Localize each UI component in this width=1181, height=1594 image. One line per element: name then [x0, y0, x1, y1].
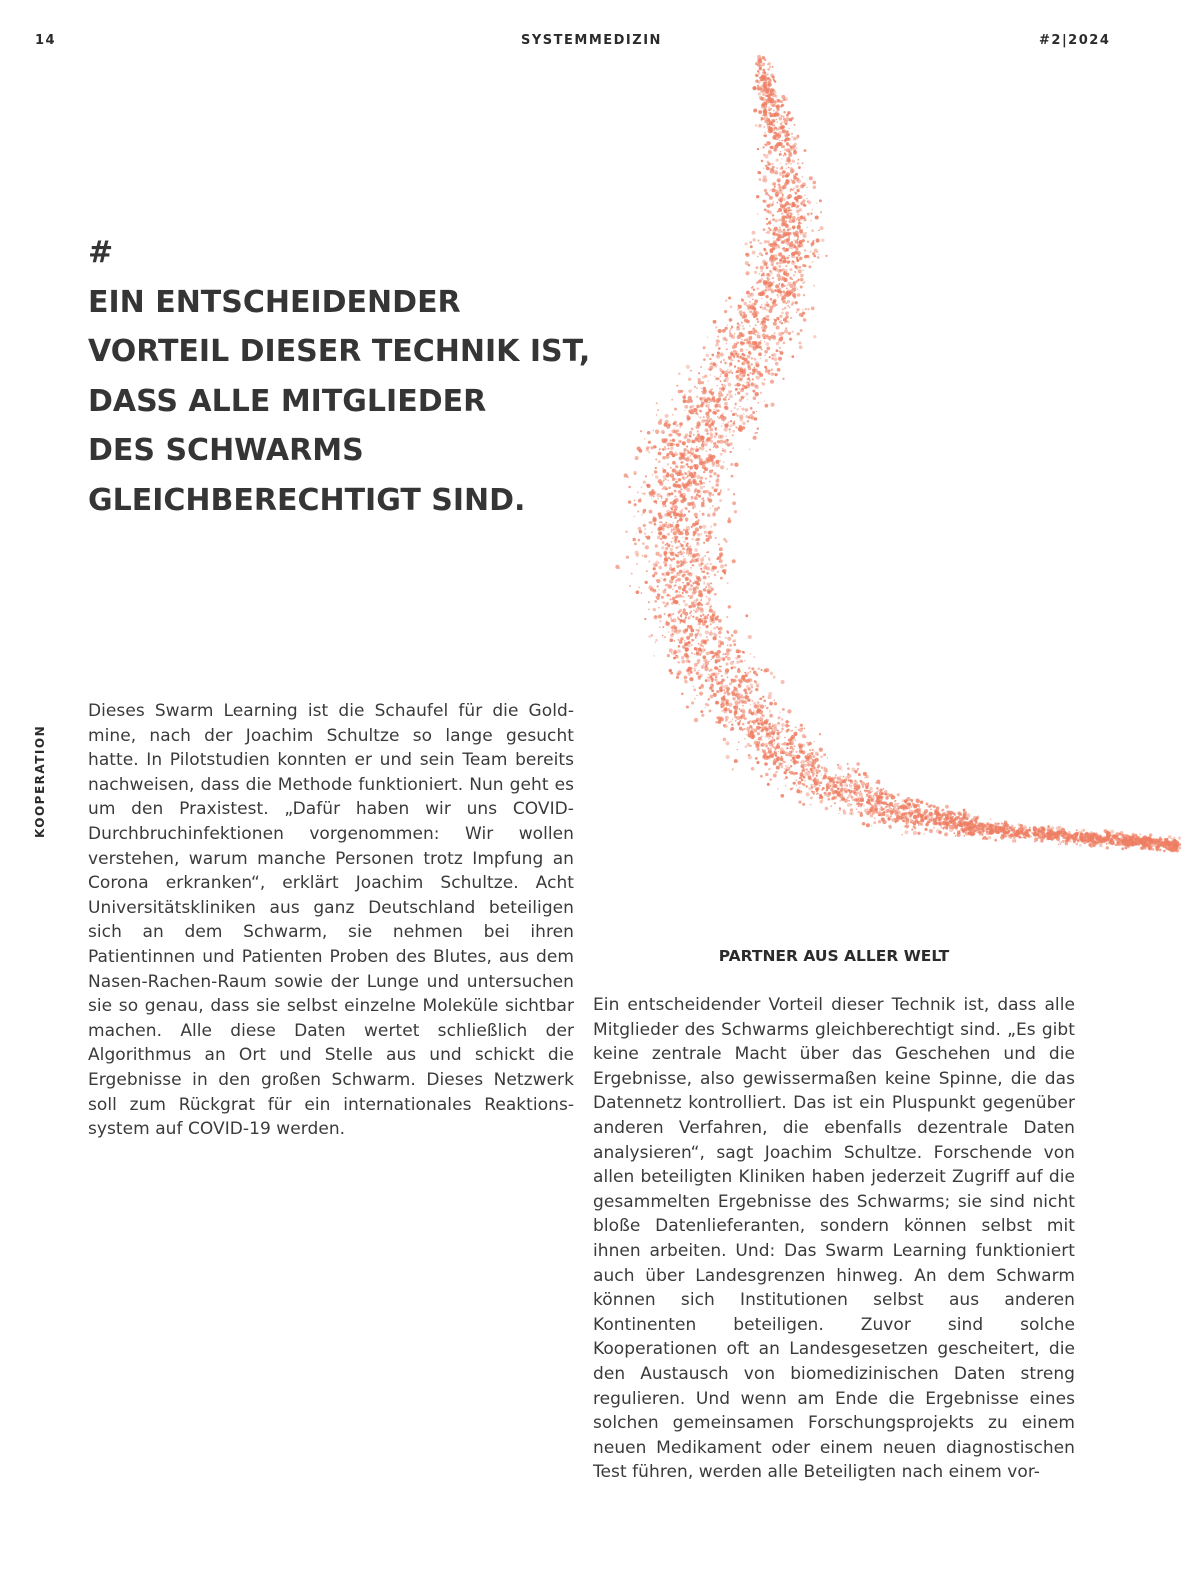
- pull-quote-line: GLEICHBERECHTIGT SIND.: [88, 482, 526, 518]
- pull-quote-line: EIN ENTSCHEIDENDER: [88, 284, 461, 320]
- swarm-particles: [615, 55, 1181, 853]
- article-subheading: PARTNER AUS ALLER WELT: [718, 947, 950, 965]
- article-column-left: Dieses Swarm Learning ist die Schaufel für die Goldmine, nach der Joachim Schultze so lange gesucht hatte. In Pilotstudien konnten er und sein Team bereits nachweisen, dass die Methode funktioniert. Nun geht es um den Praxistest. „Dafür haben wir uns COVID-Durchbruchinfektionen vorgenommen: Wir wollen verstehen, warum manche Personen trotz Impfung an Corona erkranken“, erklärt Joachim Schultze. Acht Universitätskliniken aus ganz Deutschland beteiligen sich an dem Schwarm, sie nehmen bei ihren Patientinnen und Patienten Proben des Blutes, aus dem Nasen-Rachen-Raum sowie der Lunge und untersuchen sie so genau, dass sie selbst einzelne Moleküle sichtbar machen. Alle diese Daten wertet schließlich der Algorithmus an Ort und Stelle aus und schickt die Ergebnisse in den großen Schwarm. Dieses Netzwerk soll zum Rückgrat für ein internationales Reaktionssystem auf COVID-19 werden.: [88, 701, 574, 1140]
- particle-swarm-illustration: [560, 0, 1181, 940]
- section-title: SYSTEMMEDIZIN: [521, 33, 662, 48]
- pull-quote: [88, 228, 608, 525]
- hash-symbol: #: [88, 235, 114, 270]
- section-side-label: KOOPERATION: [33, 724, 47, 838]
- pull-quote-line: DASS ALLE MITGLIEDER: [88, 383, 487, 419]
- article-column-right: Ein entscheidender Vorteil dieser Technik ist, dass alle Mitglieder des Schwarms gleichberechtigt sind. „Es gibt keine zentrale Macht über das Geschehen und die Ergebnisse, also gewissermaßen keine Spinne, die das Datennetz kontrolliert. Das ist ein Pluspunkt gegenüber anderen Verfahren, die ebenfalls dezentrale Daten analysieren“, sagt Joachim Schultze. Forschende von allen beteiligten Kliniken haben jederzeit Zugriff auf die gesammelten Ergebnisse des Schwarms; sie sind nicht bloße Datenlieferanten, sondern können selbst mit ihnen arbeiten. Und: Das Swarm Learning funktioniert auch über Landesgrenzen hinweg. An dem Schwarm können sich Institutionen selbst aus anderen Kontinenten beteiligen. Zuvor sind solche Kooperationen oft an Landesgesetzen gescheitert, die den Austausch von biomedizinischen Daten streng regulieren. Und wenn am Ende die Ergebnisse eines solchen gemeinsamen Forschungsprojekts zu einem neuen Medikament oder einem neuen diagnostischen Test führen, werden alle Beteiligten nach einem vor-: [593, 995, 1075, 1483]
- issue-number: #2|2024: [1039, 33, 1111, 48]
- pull-quote-line: VORTEIL DIESER TECHNIK IST,: [88, 334, 591, 369]
- page-number: 14: [35, 33, 57, 48]
- pull-quote-line: DES SCHWARMS: [88, 433, 364, 468]
